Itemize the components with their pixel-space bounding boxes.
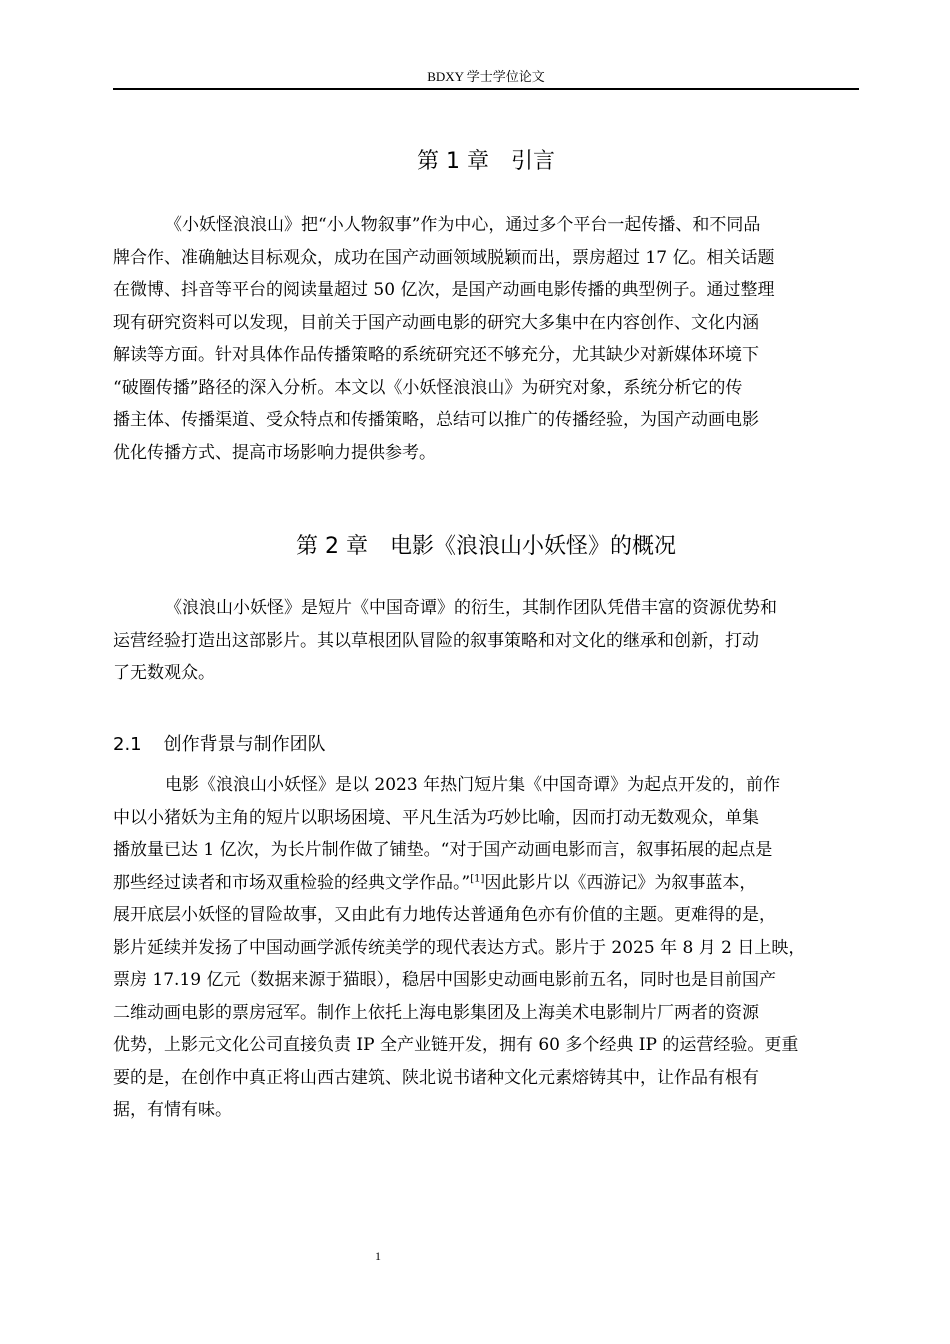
paragraph-line: 展开底层小妖怪的冒险故事，又由此有力地传达普通角色亦有价值的主题。更难得的是， [113, 905, 776, 925]
running-header: BDXY 学士学位论文 [427, 69, 545, 84]
paragraph-line-text: 那些经过读者和市场双重检验的经典文学作品。” [113, 872, 471, 893]
paragraph-line: 据，有情有味。 [113, 1100, 232, 1120]
header-rule [113, 88, 859, 90]
paragraph-line: 了无数观众。 [113, 663, 215, 683]
paragraph-line: 播主体、传播渠道、受众特点和传播策略，总结可以推广的传播经验，为国产动画电影 [113, 410, 759, 430]
citation-marker[interactable]: [1] [470, 872, 485, 884]
section-2-1-title [113, 731, 859, 759]
paragraph-line: 优化传播方式、提高市场影响力提供参考。 [113, 442, 436, 463]
chapter-1-title [113, 147, 859, 177]
section-number: 2.1 [113, 734, 142, 755]
chapter-2-paragraph [113, 592, 859, 690]
chapter-1-paragraph [113, 209, 859, 469]
page-number: 1 [375, 1249, 381, 1263]
paragraph-line: “破圈传播”路径的深入分析。本文以《小妖怪浪浪山》为研究对象，系统分析它的传 [113, 377, 743, 398]
paragraph-line-with-citation [113, 867, 859, 900]
paragraph-line: 在微博、抖音等平台的阅读量超过 50 亿次，是国产动画电影传播的典型例子。通过整理 [113, 280, 775, 300]
paragraph-line: 解读等方面。针对具体作品传播策略的系统研究还不够充分，尤其缺少对新媒体环境下 [113, 345, 759, 365]
paragraph-line: 播放量已达 1 亿次，为长片制作做了铺垫。“对于国产动画电影而言，叙事拓展的起点是 [113, 840, 773, 860]
paragraph-line: 优势，上影元文化公司直接负责 IP 全产业链开发，拥有 60 多个经典 IP 的运营经验。更重 [113, 1035, 799, 1055]
section-heading: 创作背景与制作团队 [163, 734, 326, 755]
paragraph-line: 票房 17.19 亿元（数据来源于猫眼），稳居中国影史动画电影前五名，同时也是目前国产 [113, 970, 776, 990]
chapter-2-number: 第 2 章 [296, 534, 368, 559]
paragraph-line-tail: 因此影片以《西游记》为叙事蓝本， [484, 872, 757, 893]
paragraph-line: 《浪浪山小妖怪》是短片《中国奇谭》的衍生，其制作团队凭借丰富的资源优势和 [165, 598, 777, 618]
paragraph-line: 中以小猪妖为主角的短片以职场困境、平凡生活为巧妙比喻，因而打动无数观众，单集 [113, 807, 759, 828]
chapter-2-title [113, 532, 859, 562]
paragraph-line: 影片延续并发扬了中国动画学派传统美学的现代表达方式。影片于 2025 年 8 月 2 日上映， [113, 937, 806, 958]
section-2-1-paragraph [113, 769, 859, 1127]
chapter-2-heading: 电影《浪浪山小妖怪》的概况 [389, 534, 676, 559]
paragraph-line: 运营经验打造出这部影片。其以草根团队冒险的叙事策略和对文化的继承和创新，打动 [113, 630, 759, 651]
paragraph-line: 《小妖怪浪浪山》把“小人物叙事”作为中心，通过多个平台一起传播、和不同品 [165, 215, 761, 235]
chapter-1-heading: 引言 [510, 149, 555, 174]
paragraph-line: 要的是，在创作中真正将山西古建筑、陕北说书诸种文化元素熔铸其中，让作品有根有 [113, 1067, 759, 1088]
paragraph-line: 电影《浪浪山小妖怪》是以 2023 年热门短片集《中国奇谭》为起点开发的，前作 [165, 775, 781, 795]
paragraph-line: 二维动画电影的票房冠军。制作上依托上海电影集团及上海美术电影制片厂两者的资源 [113, 1002, 759, 1023]
paragraph-line: 牌合作、准确触达目标观众，成功在国产动画领域脱颖而出，票房超过 17 亿。相关话题 [113, 247, 775, 268]
chapter-1-number: 第 1 章 [417, 149, 489, 174]
paragraph-line: 现有研究资料可以发现，目前关于国产动画电影的研究大多集中在内容创作、文化内涵 [113, 312, 759, 333]
